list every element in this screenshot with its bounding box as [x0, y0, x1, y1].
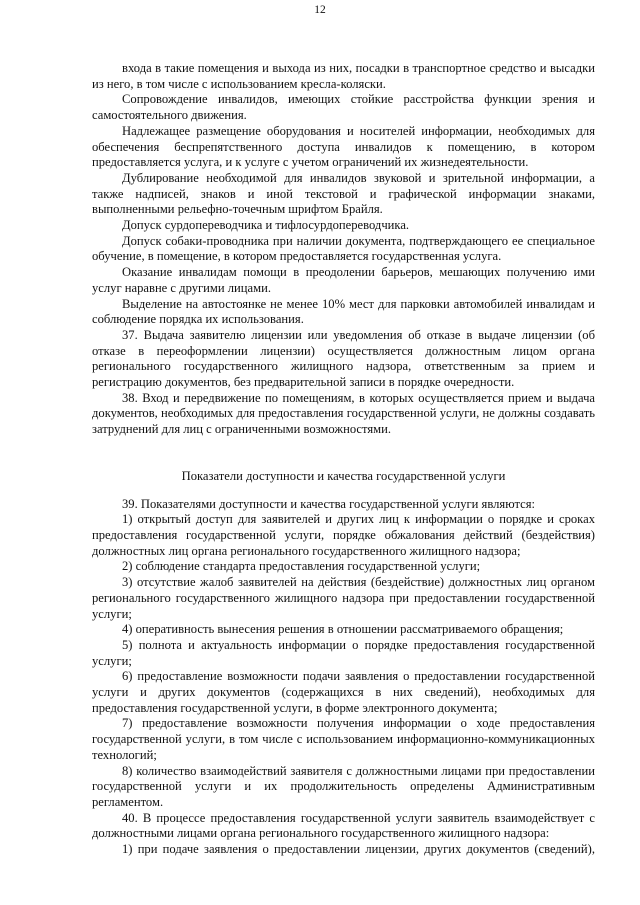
- page-number: 12: [314, 4, 326, 16]
- paragraph: Выделение на автостоянке не менее 10% мест для парковки автомобилей инвалидам и соблюдение порядка их использования.: [92, 296, 595, 327]
- paragraph-item-39: 39. Показателями доступности и качества государственной услуги являются:: [122, 496, 535, 511]
- list-item: 2) соблюдение стандарта предоставления государственной услуги;: [122, 559, 481, 574]
- list-item: 1) при подаче заявления о предоставлении лицензии, других документов (сведений),: [122, 842, 595, 857]
- paragraph: Допуск сурдопереводчика и тифлосурдопереводчика.: [122, 218, 410, 233]
- list-item: 6) предоставление возможности подачи заявления о предоставлении государственной услуги и других документов (содержащихся в них сведений), необходимых для предоставления государственной услуги, в форме электронного документа;: [92, 669, 595, 715]
- list-item: 5) полнота и актуальность информации о порядке предоставления государственной услуги;: [92, 637, 595, 668]
- paragraph-item-40: 40. В процессе предоставления государственной услуги заявитель взаимодействует с должностными лицами органа регионального государственного жилищного надзора:: [92, 810, 595, 841]
- section-heading: Показатели доступности и качества государственной услуги: [181, 468, 506, 483]
- paragraph: Сопровождение инвалидов, имеющих стойкие расстройства функции зрения и самостоятельного движения.: [92, 92, 595, 123]
- paragraph: входа в такие помещения и выхода из них, посадки в транспортное средство и высадки из него, в том числе с использованием кресла-коляски.: [92, 61, 595, 91]
- list-item: 8) количество взаимодействий заявителя с должностными лицами при предоставлении государственной услуги и их продолжительность определены Административным регламентом.: [92, 763, 595, 809]
- list-item: 1) открытый доступ для заявителей и других лиц к информации о порядке и сроках предоставления государственной услуги, порядке обжалования действий (бездействия) должностных лиц органа регионального государственного жилищного надзора;: [92, 512, 595, 558]
- paragraph-item-38: 38. Вход и передвижение по помещениям, в которых осуществляется прием и выдача документов, необходимых для предоставления государственной услуги, не должны создавать затруднений для лиц с ограниченными возможностями.: [92, 390, 595, 437]
- list-item: 4) оперативность вынесения решения в отношении рассматриваемого обращения;: [122, 622, 564, 637]
- document-body: [92, 61, 595, 858]
- list-item: 3) отсутствие жалоб заявителей на действия (бездействие) должностных лиц органом регионального государственного жилищного надзора при предоставлении государственной услуги;: [92, 575, 595, 621]
- paragraph: Допуск собаки-проводника при наличии документа, подтверждающего ее специальное обучение, в помещение, в котором предоставляется государственная услуга.: [92, 233, 595, 264]
- list-item: 7) предоставление возможности получения информации о ходе предоставления государственной услуги, в том числе с использованием информационно-коммуникационных технологий;: [92, 716, 595, 762]
- paragraph-item-37: 37. Выдача заявителю лицензии или уведомления об отказе в выдаче лицензии (об отказе в переоформлении лицензии) осуществляется должностным лицом органа регионального государственного жилищного надзора, ответственным за прием и регистрацию документов, без предварительной записи в порядке очередности.: [92, 327, 595, 390]
- paragraph: Надлежащее размещение оборудования и носителей информации, необходимых для обеспечения беспрепятственного доступа инвалидов к помещению, в котором предоставляется услуга, и к услуге с учетом ограничений их жизнедеятельности.: [92, 123, 595, 170]
- paragraph: Оказание инвалидам помощи в преодолении барьеров, мешающих получению ими услуг наравне с другими лицами.: [92, 265, 595, 295]
- paragraph: Дублирование необходимой для инвалидов звуковой и зрительной информации, а также надписей, знаков и иной текстовой и графической информации знаками, выполненными рельефно-точечным шрифтом Брайля.: [92, 170, 595, 217]
